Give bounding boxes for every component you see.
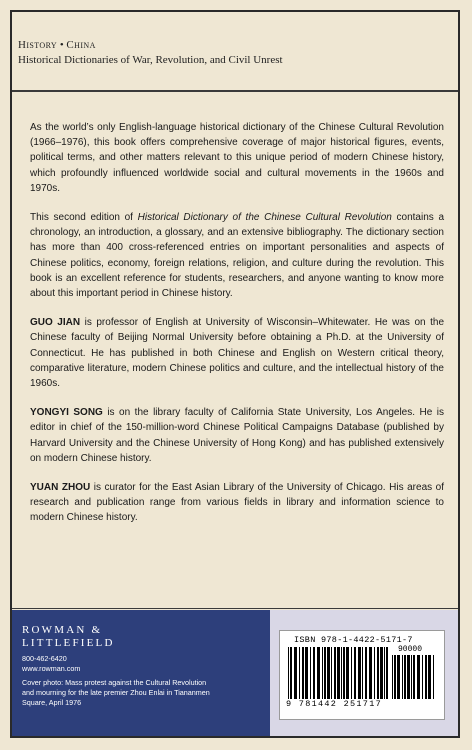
logo-line-1: ROWMAN & xyxy=(22,624,103,636)
cover-photo-credit-line-1: Cover photo: Mass protest against the Cultural Revolution xyxy=(22,678,207,687)
footer-divider xyxy=(12,608,458,609)
publisher-panel xyxy=(12,610,270,736)
cover-photo-credit-line-2: and mourning for the late premier Zhou Enlai in Tiananmen xyxy=(22,688,210,697)
blurb-p2-intro: This second edition of xyxy=(30,212,138,224)
publisher-website: www.rowman.com xyxy=(22,664,81,673)
author-bio-guo-jian xyxy=(30,315,444,391)
publisher-logo xyxy=(22,624,115,650)
author-bio: is professor of English at University of Wisconsin–Whitewater. He was on the Chinese faculty of Beijing Normal University before obtaining a Ph.D. at the University of Connecticut. He has published in both Chinese and English on Western critical theory, comparative literature, modern Chinese politics and culture, and the intellectual history of the 1960s. xyxy=(30,317,444,390)
header-divider xyxy=(12,90,458,92)
author-name: GUO JIAN xyxy=(30,317,81,329)
category-line xyxy=(18,38,454,53)
ean-barcode xyxy=(288,647,390,699)
category-history: History xyxy=(18,39,58,51)
author-bio: is curator for the East Asian Library of the University of Chicago. His areas of research and publication range from various fields in library and information science to modern Chinese history. xyxy=(30,482,445,524)
barcode-box xyxy=(279,630,445,720)
logo-line-2: LITTLEFIELD xyxy=(22,637,115,649)
blurb-p2-body: contains a chronology, an introduction, a glossary, and an extensive bibliography. The dictionary section has more than 400 cross-referenced entries on important personalities and aspects of Chinese politics, economy, foreign relations, religion, and culture during the revolution. This book is an excellent reference for students, researchers, and anyone wanting to know more about this important period in Chinese history. xyxy=(30,212,445,300)
price-code: 90000 xyxy=(398,645,423,654)
series-header xyxy=(18,38,454,68)
series-title: Historical Dictionaries of War, Revolution, and Civil Unrest xyxy=(18,54,283,66)
category-china: China xyxy=(66,39,96,51)
blurb-paragraph-2 xyxy=(30,210,444,301)
book-title: Historical Dictionary of the Chinese Cultural Revolution xyxy=(137,212,392,224)
ean-digits: 9 781442 251717 xyxy=(286,699,383,709)
author-bio-yuan-zhou xyxy=(30,480,444,526)
author-bio-yongyi-song xyxy=(30,405,444,466)
blurb-paragraph-1: As the world’s only English-language historical dictionary of the Chinese Cultural Revolution (1966–1976), this book offers comprehensive coverage of major historical figures, events, political terms, and other matters relevant to this unique period of modern Chinese history, which profoundly influenced worldwide social and cultural movements in the 1960s and 1970s. xyxy=(30,122,444,194)
cover-photo-credit-line-3: Square, April 1976 xyxy=(22,698,82,707)
author-bio: is on the library faculty of California State University, Los Angeles. He is editor in chief of the 150-million-word Chinese Political Campaigns Database (published by Harvard University and the Chinese University of Hong Kong) and has published extensively on modern Chinese history. xyxy=(30,407,444,464)
blurb-content xyxy=(30,120,444,540)
publisher-phone: 800-462-6420 xyxy=(22,654,67,663)
publisher-info xyxy=(22,654,262,708)
price-barcode xyxy=(392,655,436,699)
author-name: YONGYI SONG xyxy=(30,407,103,419)
isbn-number: ISBN 978-1-4422-5171-7 xyxy=(294,635,413,645)
category-separator: • xyxy=(57,39,67,51)
author-name: YUAN ZHOU xyxy=(30,482,91,494)
